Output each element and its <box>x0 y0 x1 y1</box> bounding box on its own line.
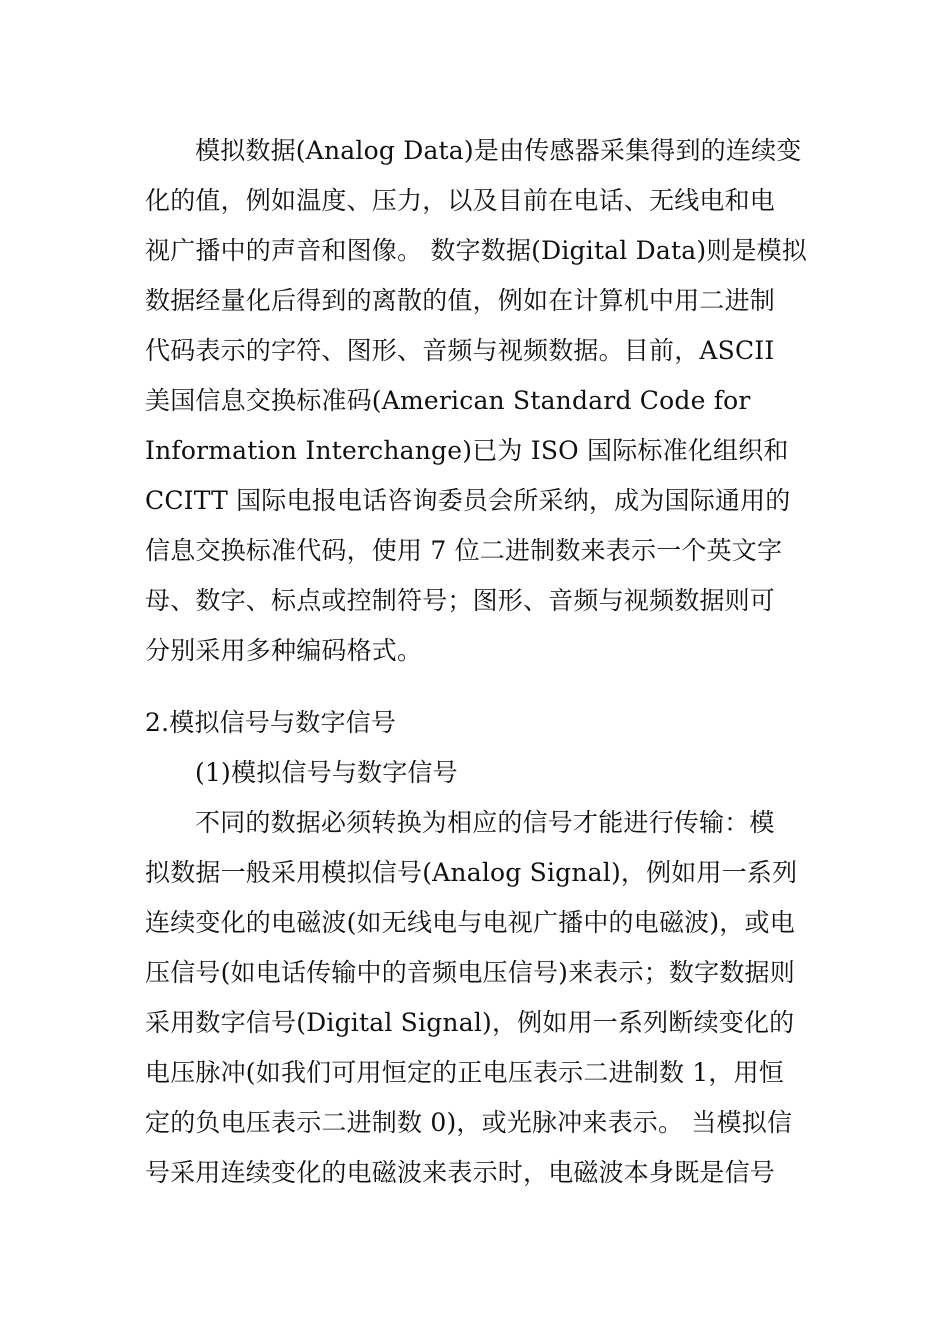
paragraph-analog-digital-data <box>145 126 810 676</box>
paragraph-line: 化的值，例如温度、压力，以及目前在电话、无线电和电 <box>145 186 776 215</box>
paragraph-line: 母、数字、标点或控制符号；图形、音频与视频数据则可 <box>145 586 776 615</box>
paragraph-line: CCITT 国际电报电话咨询委员会所采纳，成为国际通用的 <box>145 486 791 515</box>
paragraph-signal-transmission <box>145 798 810 1198</box>
paragraph-line: 美国信息交换标准码(American Standard Code for <box>145 386 751 415</box>
paragraph-line: 连续变化的电磁波(如无线电与电视广播中的电磁波)，或电 <box>145 908 795 937</box>
paragraph-line: 电压脉冲(如我们可用恒定的正电压表示二进制数 1，用恒 <box>145 1058 785 1087</box>
paragraph-line: 压信号(如电话传输中的音频电压信号)来表示；数字数据则 <box>145 958 795 987</box>
paragraph-line: 号采用连续变化的电磁波来表示时，电磁波本身既是信号 <box>145 1158 776 1187</box>
paragraph-line: 信息交换标准代码，使用 7 位二进制数来表示一个英文字 <box>145 536 783 565</box>
paragraph-line: 模拟数据(Analog Data)是由传感器采集得到的连续变 <box>195 136 802 165</box>
document-body <box>145 126 810 1198</box>
paragraph-line: 代码表示的字符、图形、音频与视频数据。目前，ASCII <box>145 336 775 365</box>
paragraph-line: 定的负电压表示二进制数 0)，或光脉冲来表示。 当模拟信 <box>145 1108 793 1137</box>
paragraph-line: 视广播中的声音和图像。 数字数据(Digital Data)则是模拟 <box>145 236 808 265</box>
paragraph-line: 分别采用多种编码格式。 <box>145 636 423 665</box>
subsection-heading: (1)模拟信号与数字信号 <box>195 758 458 787</box>
paragraph-line: 数据经量化后得到的离散的值，例如在计算机中用二进制 <box>145 286 776 315</box>
section-heading: 2.模拟信号与数字信号 <box>145 708 397 737</box>
paragraph-line: 不同的数据必须转换为相应的信号才能进行传输：模 <box>195 808 775 837</box>
paragraph-line: Information Interchange)已为 ISO 国际标准化组织和 <box>145 436 789 465</box>
paragraph-line: 采用数字信号(Digital Signal)，例如用一系列断续变化的 <box>145 1008 795 1037</box>
paragraph-line: 拟数据一般采用模拟信号(Analog Signal)，例如用一系列 <box>145 858 798 887</box>
